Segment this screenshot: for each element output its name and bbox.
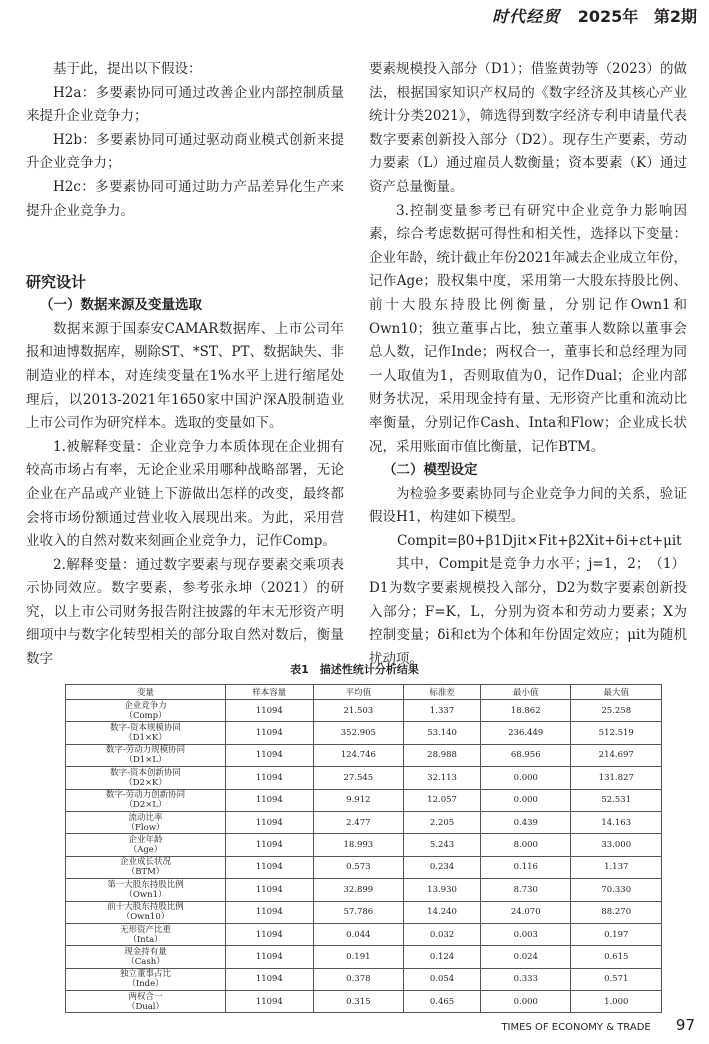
variable-name-cell (66, 879, 226, 901)
value-cell: 352.905 (313, 722, 403, 744)
value-cell: 8.000 (481, 834, 571, 856)
table-row (66, 991, 662, 1013)
paragraph-continued: 要素规模投入部分（D1）；借鉴黄勃等（2023）的做法，根据国家知识产权局的《数字经济及其核心产业统计分类2021》，筛选得到数字经济专利申请量代表数字要素创新投入部分（D2）。现存生产要素，劳动力要素（L）通过雇员人数衡量；资本要素（K）通过资产总量衡量。 (369, 61, 687, 195)
value-cell: 0.054 (404, 968, 481, 990)
table-header-row (66, 685, 662, 700)
issue-number: 第2期 (653, 7, 697, 26)
issue-year: 2025年 (577, 7, 639, 26)
section-title: 研究设计 (26, 273, 87, 292)
value-cell: 0.333 (481, 968, 571, 990)
value-cell: 0.465 (404, 991, 481, 1013)
variable-label: 独立董事占比 (119, 969, 171, 980)
variable-symbol: （D1×K） (124, 733, 167, 744)
value-cell: 0.032 (404, 923, 481, 945)
variable-label: 现金持有量 (124, 946, 167, 957)
variable-symbol: （Inta） (128, 934, 163, 945)
value-cell: 21.503 (313, 700, 403, 722)
value-cell: 18.862 (481, 700, 571, 722)
subsection-data-title: （一）数据来源及变量选取 (40, 297, 202, 314)
value-cell: 25.258 (571, 700, 662, 722)
value-cell: 14.163 (571, 811, 662, 833)
column-header: 变量 (66, 685, 226, 700)
value-cell: 28.988 (404, 744, 481, 766)
table-row (66, 923, 662, 945)
value-cell: 0.191 (313, 946, 403, 968)
variable-symbol: （Flow） (126, 822, 165, 833)
value-cell: 68.956 (481, 744, 571, 766)
value-cell: 0.044 (313, 923, 403, 945)
variable-symbol: （Age） (128, 845, 163, 856)
page-number: 97 (675, 1016, 695, 1034)
column-header: 平均值 (313, 685, 403, 700)
paragraph-data-source: 数据来源于国泰安CAMAR数据库、上市公司年报和迪博数据库，剔除ST、*ST、PT、数据缺失、非制造业的样本，对连续变量在1%水平上进行缩尾处理后，以2013-2021年1650家中国沪深A股制造业上市公司作为研究样本。选取的变量如下。 (26, 320, 344, 432)
value-cell: 5.243 (404, 834, 481, 856)
variable-name-cell (66, 744, 226, 766)
formula-number: （1） (649, 556, 685, 573)
value-cell: 0.000 (481, 991, 571, 1013)
variable-label: 两权合一 (128, 991, 163, 1002)
variable-name-cell (66, 789, 226, 811)
variable-symbol: （D2×L） (124, 800, 167, 811)
variable-symbol: （Cash） (126, 956, 165, 967)
column-header: 标准差 (404, 685, 481, 700)
value-cell: 0.024 (481, 946, 571, 968)
paragraph-model-intro: 为检验多要素协同与企业竞争力间的关系，验证假设H1，构建如下模型。 (369, 485, 687, 526)
variable-name-cell (66, 700, 226, 722)
value-cell: 13.930 (404, 879, 481, 901)
column-header: 最小值 (481, 685, 571, 700)
variable-label: 数字-资本创新协同 (110, 767, 181, 778)
value-cell: 11094 (226, 700, 314, 722)
descriptive-statistics-table (65, 684, 662, 1013)
value-cell: 2.205 (404, 811, 481, 833)
value-cell: 11094 (226, 767, 314, 789)
variable-name-cell (66, 991, 226, 1013)
table-row (66, 968, 662, 990)
value-cell: 236.449 (481, 722, 571, 744)
column-header: 最大值 (571, 685, 662, 700)
value-cell: 1.337 (404, 700, 481, 722)
table-row (66, 834, 662, 856)
value-cell: 0.234 (404, 856, 481, 878)
paragraph-independent-variable: 2.解释变量：通过数字要素与现存要素交乘项表示协同效应。数字要素，参考张永坤（2021）的研究，以上市公司财务报告附注披露的年末无形资产明细项中与数字化转型相关的部分取自然对数后，衡量数字 (26, 556, 344, 668)
value-cell: 24.070 (481, 901, 571, 923)
value-cell: 9.912 (313, 789, 403, 811)
variable-label: 流动比率 (128, 812, 163, 823)
table-row (66, 946, 662, 968)
column-header: 样本容量 (226, 685, 314, 700)
table-row (66, 811, 662, 833)
value-cell: 0.573 (313, 856, 403, 878)
variable-label: 第一大股东持股比例 (107, 879, 184, 890)
value-cell: 8.730 (481, 879, 571, 901)
variable-name-cell (66, 946, 226, 968)
table-caption: 表1 描述性统计分析结果 (290, 663, 419, 676)
variable-label: 数字-劳动力创新协同 (105, 790, 186, 801)
variable-name-cell (66, 834, 226, 856)
value-cell: 11094 (226, 722, 314, 744)
value-cell: 11094 (226, 946, 314, 968)
model-formula (369, 530, 687, 573)
right-column (369, 58, 687, 671)
value-cell: 11094 (226, 879, 314, 901)
magazine-title: 时代经贸 (492, 7, 561, 26)
table-row (66, 767, 662, 789)
variable-label: 前十大股东持股比例 (107, 902, 184, 913)
variable-name-cell (66, 923, 226, 945)
paragraph-control-variables: 3.控制变量参考已有研究中企业竞争力影响因素，综合考虑数据可得性和相关性，选择以下变量：企业年龄，统计截止年份2021年减去企业成立年份，记作Age；股权集中度，采用第一大股东持股比例、前十大股东持股比例衡量，分别记作Own1和Own10；独立董事占比，独立董事人数除以董事会总人数，记作Inde；两权合一，董事长和总经理为同一人取值为1，否则取值为0，记作Dual；企业内部财务状况，采用现金持有量、无形资产比重和流动比率衡量，分别记作Cash、Inta和Flow；企业成长状况，采用账面市值比衡量，记作BTM。 (369, 202, 687, 455)
variable-name-cell (66, 811, 226, 833)
value-cell: 11094 (226, 811, 314, 833)
variable-symbol: （D2×K） (124, 777, 167, 788)
value-cell: 512.519 (571, 722, 662, 744)
value-cell: 0.615 (571, 946, 662, 968)
variable-name-cell (66, 968, 226, 990)
variable-symbol: （BTM） (126, 867, 165, 878)
value-cell: 11094 (226, 789, 314, 811)
value-cell: 11094 (226, 968, 314, 990)
value-cell: 18.993 (313, 834, 403, 856)
table-row (66, 856, 662, 878)
value-cell: 11094 (226, 991, 314, 1013)
value-cell: 214.697 (571, 744, 662, 766)
variable-symbol: （D1×L） (124, 755, 167, 766)
table-row (66, 722, 662, 744)
variable-label: 数字-资本规模协同 (110, 723, 181, 734)
table-row (66, 789, 662, 811)
value-cell: 11094 (226, 901, 314, 923)
variable-symbol: （Own10） (121, 912, 170, 923)
value-cell: 12.057 (404, 789, 481, 811)
variable-name-cell (66, 856, 226, 878)
value-cell: 2.477 (313, 811, 403, 833)
variable-label: 企业竞争力 (124, 700, 167, 711)
value-cell: 0.571 (571, 968, 662, 990)
value-cell: 124.746 (313, 744, 403, 766)
value-cell: 0.124 (404, 946, 481, 968)
variable-name-cell (66, 767, 226, 789)
table-row (66, 879, 662, 901)
left-column (26, 58, 344, 672)
value-cell: 27.545 (313, 767, 403, 789)
value-cell: 11094 (226, 856, 314, 878)
variable-symbol: （Own1） (124, 889, 167, 900)
variable-name-cell (66, 722, 226, 744)
variable-symbol: （Comp） (124, 710, 167, 721)
value-cell: 0.439 (481, 811, 571, 833)
paragraph-dependent-variable: 1.被解释变量：企业竞争力本质体现在企业拥有较高市场占有率，无论企业采用哪种战略部署，无论企业在产品或产业链上下游做出怎样的改变，最终都会将市场份额通过营业收入展现出来。为此，采用营业收入的自然对数来刻画企业竞争力，记作Comp。 (26, 438, 344, 550)
value-cell: 0.000 (481, 789, 571, 811)
variable-symbol: （Dual） (126, 1001, 165, 1012)
journal-name: TIMES OF ECONOMY & TRADE (501, 1022, 651, 1033)
value-cell: 57.786 (313, 901, 403, 923)
value-cell: 32.113 (404, 767, 481, 789)
table-row (66, 901, 662, 923)
table-row (66, 744, 662, 766)
page-header (492, 4, 697, 27)
variable-label: 企业成长状况 (119, 857, 171, 868)
value-cell: 70.330 (571, 879, 662, 901)
value-cell: 88.270 (571, 901, 662, 923)
paragraph-model-definitions: 其中，Compit是竞争力水平；j=1，2；D1为数字要素规模投入部分，D2为数字要素创新投入部分；F=K，L，分别为资本和劳动力要素；X为控制变量；δi和εt为个体和年份固定效应；μit为随机扰动项。 (369, 556, 687, 667)
value-cell: 14.240 (404, 901, 481, 923)
variable-symbol: （Inde） (127, 979, 164, 990)
variable-label: 无形资产比重 (119, 924, 171, 935)
value-cell: 33.000 (571, 834, 662, 856)
value-cell: 11094 (226, 923, 314, 945)
value-cell: 0.003 (481, 923, 571, 945)
value-cell: 1.137 (571, 856, 662, 878)
value-cell: 11094 (226, 744, 314, 766)
value-cell: 1.000 (571, 991, 662, 1013)
variable-name-cell (66, 901, 226, 923)
subsection-model-title: （二）模型设定 (383, 462, 478, 479)
value-cell: 131.827 (571, 767, 662, 789)
table-row (66, 700, 662, 722)
value-cell: 0.197 (571, 923, 662, 945)
value-cell: 0.315 (313, 991, 403, 1013)
value-cell: 0.116 (481, 856, 571, 878)
hypothesis-h2a: H2a：多要素协同可通过改善企业内部控制质量来提升企业竞争力； (26, 84, 344, 125)
variable-label: 企业年龄 (128, 835, 163, 846)
variable-label: 数字-劳动力规模协同 (105, 745, 186, 756)
hypothesis-h2b: H2b：多要素协同可通过驱动商业模式创新来提升企业竞争力； (26, 131, 344, 172)
value-cell: 53.140 (404, 722, 481, 744)
value-cell: 11094 (226, 834, 314, 856)
value-cell: 0.378 (313, 968, 403, 990)
value-cell: 0.000 (481, 767, 571, 789)
value-cell: 32.899 (313, 879, 403, 901)
value-cell: 52.531 (571, 789, 662, 811)
hypothesis-h2c: H2c：多要素协同可通过助力产品差异化生产来提升企业竞争力。 (26, 178, 344, 219)
formula-expression: Compit=β0+β1Djit×Fit+β2Xit+δi+εt+μit (397, 532, 682, 549)
page-footer (501, 1016, 695, 1034)
hypothesis-intro: 基于此，提出以下假设： (53, 61, 202, 77)
